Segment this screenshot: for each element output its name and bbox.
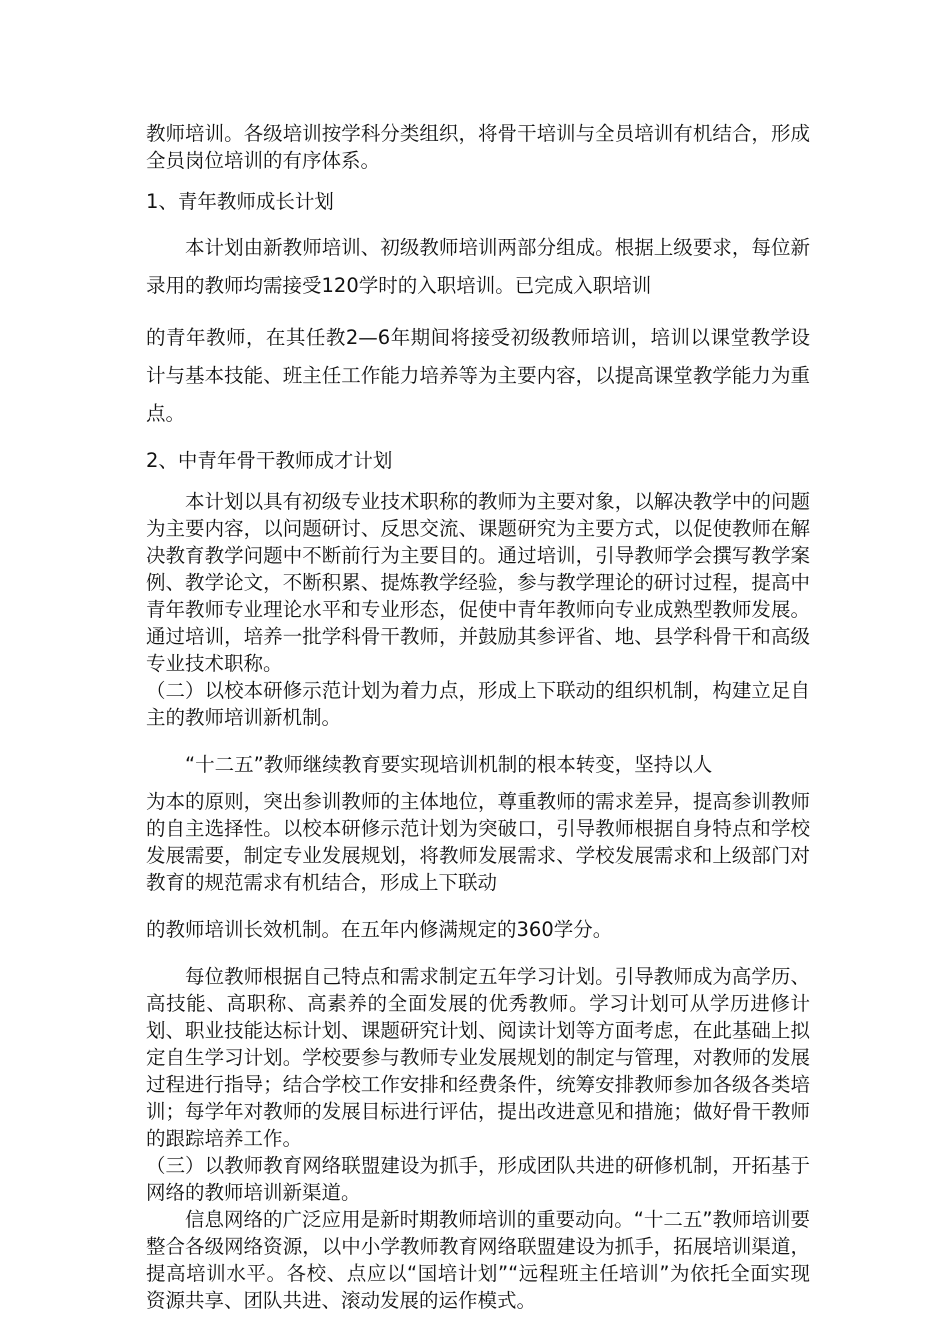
paragraph-young-teacher-detail: 的青年教师，在其任教2—6年期间将接受初级教师培训，培训以课堂教学设计与基本技能、班主任工作能力培养等为主要内容，以提高课堂教学能力为重点。 — [146, 326, 810, 425]
paragraph-network-training: 信息网络的广泛应用是新时期教师培训的重要动向。“十二五”教师培训要整合各级网络资源，以中小学教师教育网络联盟建设为抓手，拓展培训渠道，提高培训水平。各校、点应以“国培计划”“远程班主任培训”为依托全面实现资源共享、团队共进、滚动发展的运作模式。 — [146, 1208, 810, 1312]
paragraph-five-year-plan: 每位教师根据自己特点和需求制定五年学习计划。引导教师成为高学历、高技能、高职称、高素养的全面发展的优秀教师。学习计划可从学历进修计划、职业技能达标计划、课题研究计划、阅读计划等方面考虑，在此基础上拟定自生学习计划。学校要参与教师专业发展规划的制定与管理，对教师的发展过程进行指导；结合学校工作安排和经费条件，统筹安排教师参加各级各类培训；每学年对教师的发展目标进行评估，提出改进意见和措施；做好骨干教师的跟踪培养工作。 — [146, 965, 810, 1150]
heading-young-teacher-plan: 1、青年教师成长计划 — [146, 190, 334, 213]
paragraph-12th-five-year-body: 为本的原则，突出参训教师的主体地位，尊重教师的需求差异，提高参训教师的自主选择性。以校本研修示范计划为突破口，引导教师根据自身特点和学校发展需要，制定专业发展规划，将教师发展需求、学校发展需求和上级部门对教育的规范需求有机结合，形成上下联动 — [146, 790, 810, 894]
paragraph-training-system: 教师培训。各级培训按学科分类组织，将骨干培训与全员培训有机结合，形成全员岗位培训的有序体系。 — [146, 122, 810, 172]
paragraph-credit-requirement: 的教师培训长效机制。在五年内修满规定的360学分。 — [146, 918, 613, 941]
paragraph-backbone-teacher: 本计划以具有初级专业技术职称的教师为主要对象，以解决教学中的问题为主要内容，以问题研讨、反思交流、课题研究为主要方式，以促使教师在解决教育教学问题中不断前行为主要目的。通过培训，引导教师学会撰写教学案例、教学论文，不断积累、提炼教学经验，参与教学理论的研讨过程，提高中青年教师专业理论水平和专业形态，促使中青年教师向专业成熟型教师发展。通过培训，培养一批学科骨干教师，并鼓励其参评省、地、县学科骨干和高级专业技术职称。 — [146, 490, 810, 675]
paragraph-young-teacher-intro: 本计划由新教师培训、初级教师培训两部分组成。根据上级要求，每位新录用的教师均需接受120学时的入职培训。已完成入职培训 — [146, 236, 810, 297]
document-body — [146, 120, 810, 1314]
heading-backbone-teacher-plan: 2、中青年骨干教师成才计划 — [146, 449, 393, 472]
paragraph-12th-five-year-intro: “十二五”教师继续教育要实现培训机制的根本转变，坚持以人 — [185, 753, 713, 776]
heading-school-based-plan: （二）以校本研修示范计划为着力点，形成上下联动的组织机制，构建立足自主的教师培训新机制。 — [146, 679, 810, 729]
heading-network-alliance: （三）以教师教育网络联盟建设为抓手，形成团队共进的研修机制，开拓基于网络的教师培训新渠道。 — [146, 1154, 810, 1204]
